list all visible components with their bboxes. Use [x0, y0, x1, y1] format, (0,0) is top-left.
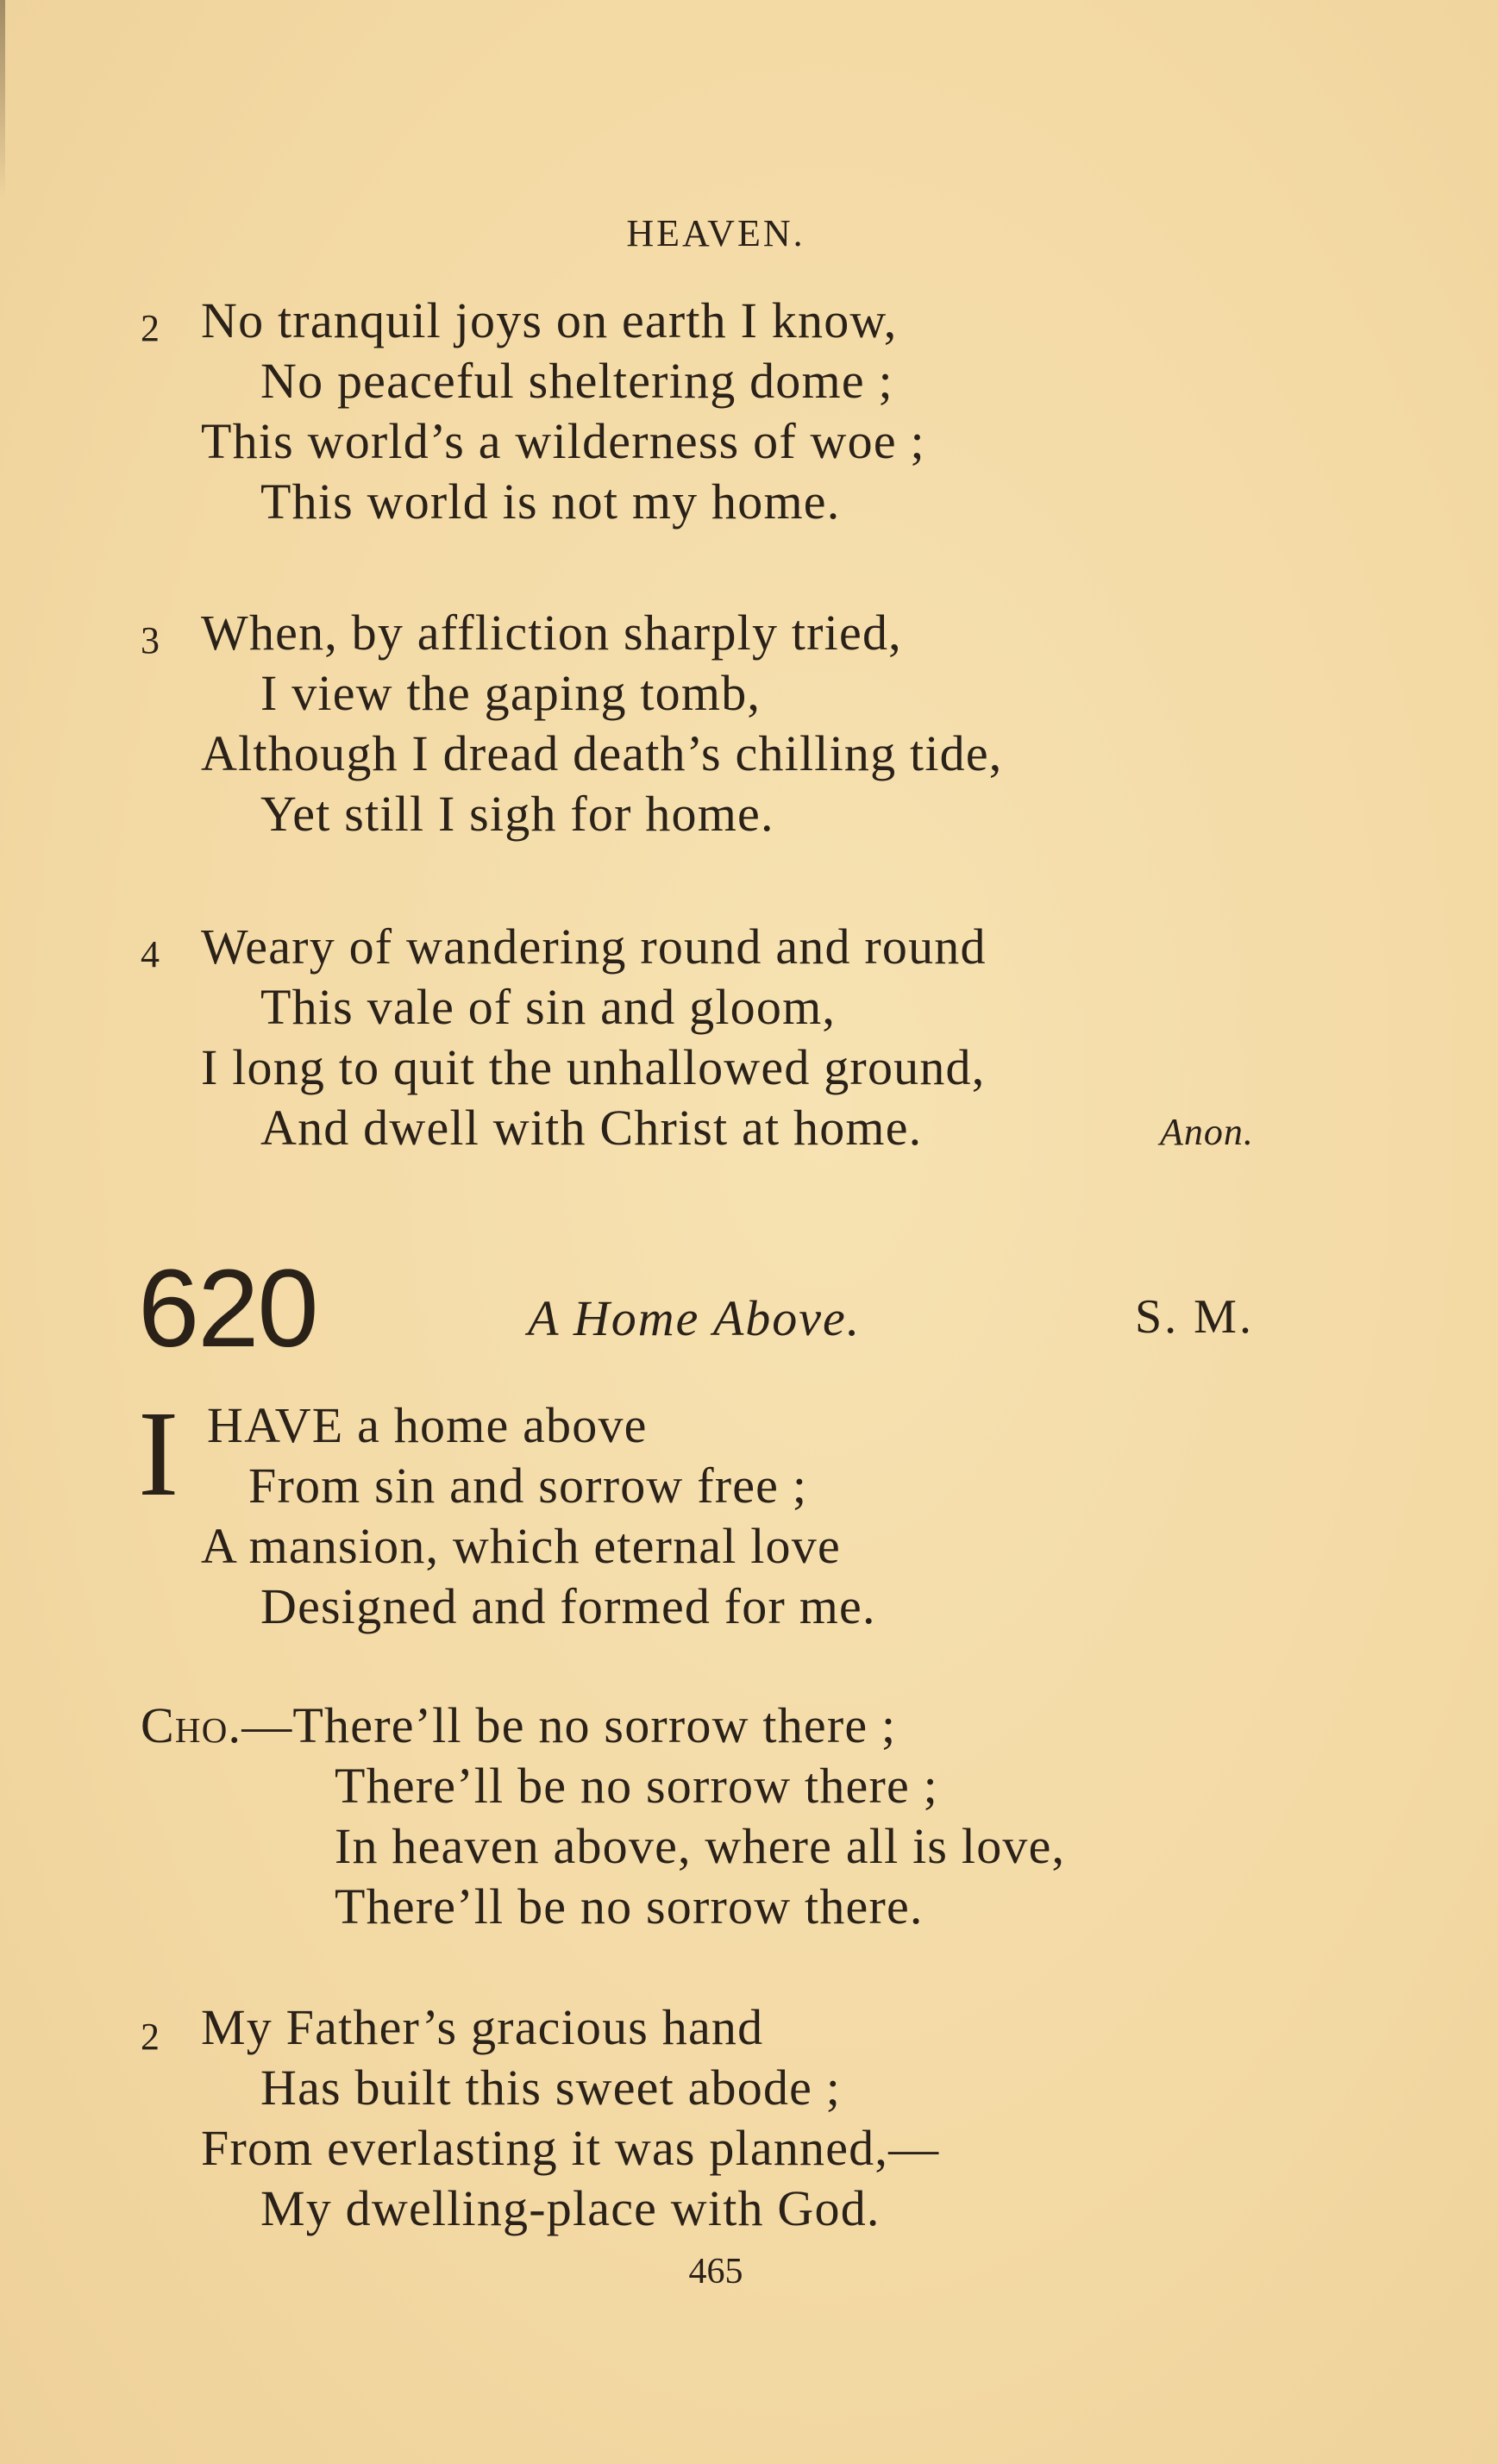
verse-line: Yet still I sigh for home. [260, 786, 774, 842]
verse-line: I long to quit the unhallowed ground, [201, 1039, 986, 1095]
verse-line: There’ll be no sorrow there. [335, 1878, 924, 1934]
verse-line: I view the gaping tomb, [260, 665, 762, 721]
verse-line: No tranquil joys on earth I know, [201, 292, 898, 348]
verse-line: Although I dread death’s chilling tide, [201, 725, 1003, 781]
verse-line: There’ll be no sorrow there ; [335, 1758, 938, 1814]
verse-line: This vale of sin and gloom, [260, 979, 837, 1035]
chorus-first-line [141, 1696, 896, 1756]
verse-number: 2 [141, 307, 160, 349]
verse-line: A mansion, which eternal love [201, 1518, 841, 1574]
chorus-label: Cho. [141, 1697, 242, 1753]
verse-line: When, by affliction sharply tried, [201, 605, 902, 661]
attribution: Anon. [1160, 1111, 1254, 1153]
page-edge-mark [0, 0, 5, 198]
verse-line: From everlasting it was planned,— [201, 2120, 940, 2176]
verse-line: This world is not my home. [260, 473, 841, 530]
hymn-number: 620 [138, 1247, 317, 1370]
verse-line: HAVE a home above [207, 1397, 648, 1453]
verse-line: Designed and formed for me. [260, 1578, 876, 1634]
verse-line: No peaceful sheltering dome ; [260, 353, 893, 409]
page-number: 465 [688, 2252, 743, 2292]
verse-number: 4 [141, 933, 160, 975]
verse-line: Weary of wandering round and round [201, 919, 987, 975]
drop-cap: I [138, 1385, 179, 1521]
hymn-title: A Home Above. [528, 1290, 862, 1346]
verse-line: From sin and sorrow free ; [248, 1458, 808, 1514]
verse-number: 2 [141, 2016, 160, 2058]
verse-line: In heaven above, where all is love, [335, 1818, 1066, 1874]
verse-line: Has built this sweet abode ; [260, 2060, 842, 2116]
hymn-meter: S. M. [1135, 1290, 1254, 1344]
verse-line: My Father’s gracious hand [201, 1999, 764, 2055]
verse-line: My dwelling-place with God. [260, 2180, 881, 2236]
verse-line: And dwell with Christ at home. [260, 1100, 923, 1156]
verse-line: —There’ll be no sorrow there ; [241, 1697, 897, 1753]
verse-line: This world’s a wilderness of woe ; [201, 413, 925, 469]
verse-number: 3 [141, 619, 160, 661]
running-head: HEAVEN. [626, 212, 805, 254]
